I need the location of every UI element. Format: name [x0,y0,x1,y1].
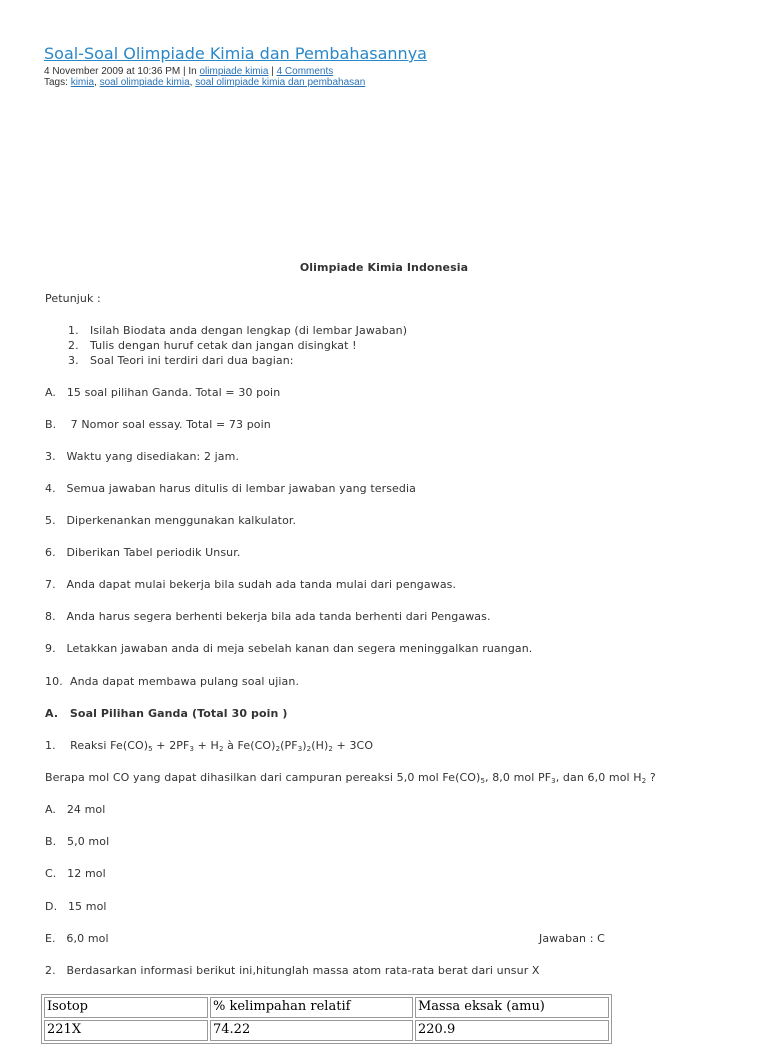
in-label: | In [182,66,197,77]
instructions-label: Petunjuk : [45,292,101,305]
instruction-item: 4. Semua jawaban harus ditulis di lembar jawaban yang tersedia [45,482,417,495]
list-item: 3. Soal Teori ini terdiri dari dua bagian: [68,354,294,367]
table-row [44,1020,609,1041]
answer-option: B. 5,0 mol [45,835,110,848]
instruction-item: 7. Anda dapat mulai bekerja bila sudah ada tanda mulai dari pengawas. [45,578,457,591]
answer-option: E. 6,0 mol [45,932,109,945]
table-header-cell: % kelimpahan relatif [210,997,413,1018]
instruction-item: 10. Anda dapat membawa pulang soal ujian. [45,675,300,688]
meta-separator: | [271,66,274,77]
post-tags: Tags: kimia, soal olimpiade kimia, soal olimpiade kimia dan pembahasan [44,77,366,88]
answer-key: Jawaban : C [539,932,605,945]
table-cell: 74.22 [210,1020,413,1041]
instruction-item: 8. Anda harus segera berhenti bekerja bila ada tanda berhenti dari Pengawas. [45,610,491,623]
tag-link[interactable]: kimia [70,77,95,88]
tags-label: Tags: [44,77,68,88]
answer-option: C. 12 mol [45,867,106,880]
instruction-item: A. 15 soal pilihan Ganda. Total = 30 poin [45,386,281,399]
table-cell: 221X [44,1020,208,1041]
section-heading: A. Soal Pilihan Ganda (Total 30 poin ) [45,707,288,720]
instruction-item: B. 7 Nomor soal essay. Total = 73 poin [45,418,271,431]
answer-option: A. 24 mol [45,803,106,816]
category-link[interactable]: olimpiade kimia [199,66,269,77]
question-2-text: 2. Berdasarkan informasi berikut ini,hitunglah massa atom rata-rata berat dari unsur X [45,964,540,977]
table-cell: 220.9 [415,1020,609,1041]
post-date: 4 November 2009 at 10:36 PM [44,66,181,77]
document-heading: Olimpiade Kimia Indonesia [299,261,469,274]
list-item: 1. Isilah Biodata anda dengan lengkap (di lembar Jawaban) [68,324,408,337]
table-header-row [44,997,609,1018]
table-header-cell: Massa eksak (amu) [415,997,609,1018]
post-meta [44,66,333,77]
list-item: 2. Tulis dengan huruf cetak dan jangan disingkat ! [68,339,357,352]
tag-link[interactable]: soal olimpiade kimia [99,77,190,88]
table-header-cell: Isotop [44,997,208,1018]
instruction-item: 3. Waktu yang disediakan: 2 jam. [45,450,240,463]
question-1-equation: 1. Reaksi $Fe(CO)_5 + 2PF_3 + H_2$ à $Fe(CO)_2(PF_3)_2(H)_2 + 3CO$ [45,739,374,753]
instruction-item: 6. Diberikan Tabel periodik Unsur. [45,546,241,559]
comments-link[interactable]: 4 Comments [276,66,334,77]
instruction-item: 5. Diperkenankan menggunakan kalkulator. [45,514,297,527]
tag-link[interactable]: soal olimpiade kimia dan pembahasan [195,77,366,88]
isotope-table [41,994,612,1044]
question-1-text: Berapa mol CO yang dapat dihasilkan dari campuran pereaksi 5,0 mol $Fe(CO)_5$, 8,0 mol $PF_3$, dan 6,0 mol $H_2$ ? [45,771,656,785]
post-title[interactable]: Soal-Soal Olimpiade Kimia dan Pembahasannya [44,44,427,63]
answer-option: D. 15 mol [45,900,107,913]
instruction-item: 9. Letakkan jawaban anda di meja sebelah kanan dan segera meninggalkan ruangan. [45,642,533,655]
